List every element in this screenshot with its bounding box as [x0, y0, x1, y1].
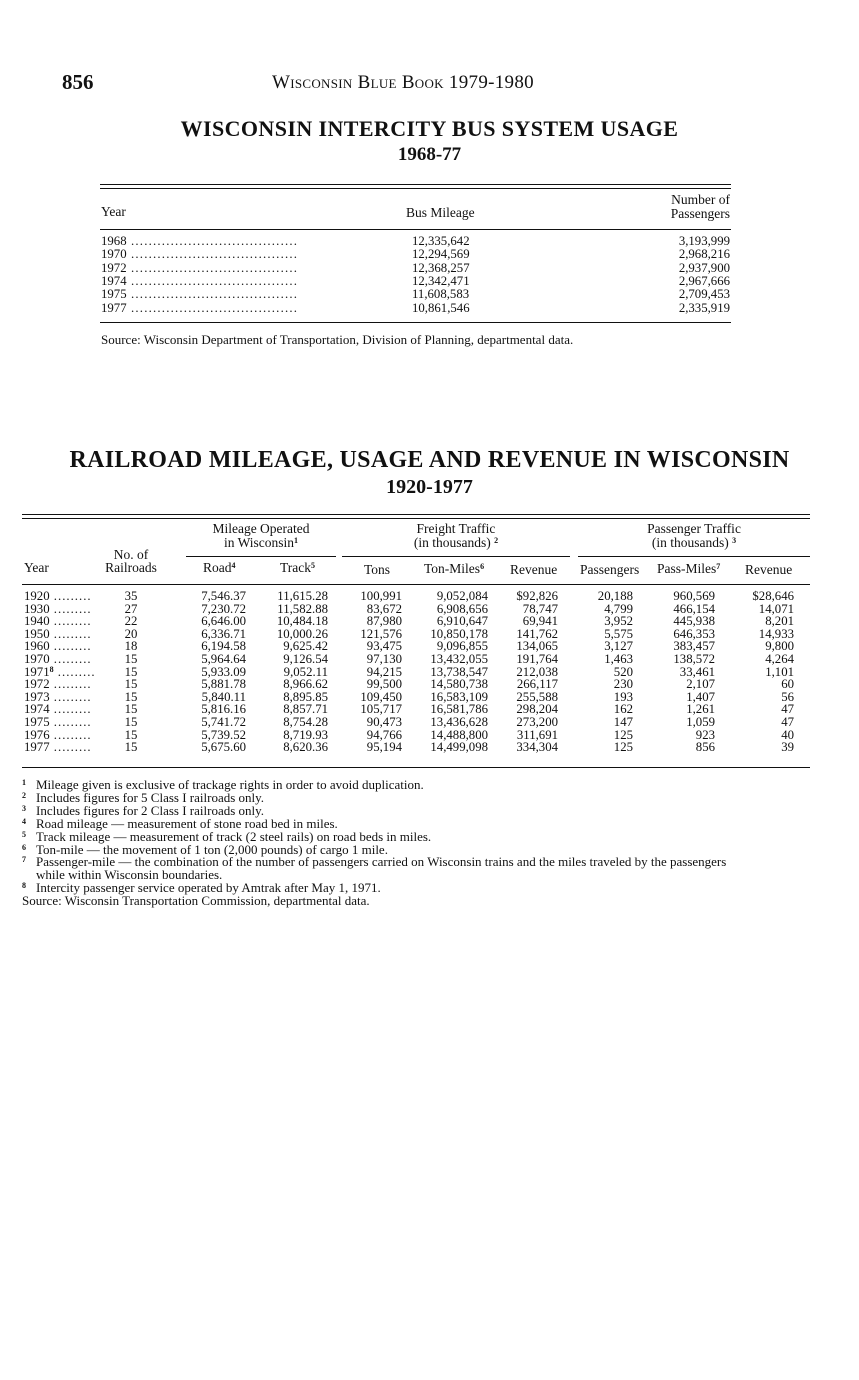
footnote-text: Ton-mile — the movement of 1 ton (2,000 pounds) of cargo 1 mile.: [36, 841, 388, 857]
footnote-text: Includes figures for 2 Class I railroads only.: [36, 802, 265, 818]
rail-row-passmiles: 445,938: [673, 614, 715, 629]
rail-row-passmiles: 1,407: [686, 689, 715, 704]
footnote-text: Passenger-mile — the combination of the number of passengers carried on Wisconsin trains and the miles traveled by the passengers: [36, 854, 727, 870]
rail-row-track: 11,615.28: [277, 589, 328, 603]
footnote-text: Intercity passenger service operated by Amtrak after May 1, 1971.: [36, 880, 381, 896]
rail-table-title: RAILROAD MILEAGE, USAGE AND REVENUE IN WISCONSIN: [69, 447, 790, 473]
rail-row-tons: 95,194: [366, 740, 402, 755]
rail-row-road: 5,741.72: [201, 715, 246, 729]
col-header-passenger-revenue: Revenue: [745, 562, 793, 577]
bus-row-passengers: 2,967,666: [678, 273, 730, 288]
rail-row-track: 9,052.11: [283, 664, 328, 679]
rail-row-passengers: 5,575: [604, 626, 633, 641]
bus-source-note: Source: Wisconsin Department of Transportation, Division of Planning, departmental data.: [101, 332, 574, 347]
rail-row-year-text: 1973: [24, 689, 50, 704]
rail-row-year: [24, 703, 92, 715]
bus-header-passengers-2: Passengers: [670, 206, 730, 221]
bus-header-mileage: Bus Mileage: [406, 205, 475, 220]
rail-row-tonmiles: 9,052,084: [436, 589, 488, 603]
rail-row-year: [24, 615, 92, 627]
group-header-passenger-2: (in thousands) $^3$: [651, 535, 737, 550]
bus-row-mileage: 12,335,642: [412, 234, 470, 248]
bus-row-passengers: 2,709,453: [678, 287, 730, 302]
rail-row-track: 11,582.88: [277, 601, 328, 616]
rail-row-passengers: 147: [613, 715, 633, 729]
rail-row-passenger-revenue: $28,646: [752, 589, 794, 603]
rail-row-tons: 93,475: [366, 639, 402, 654]
footnote-number: 7: [22, 855, 26, 865]
bus-row-year: 1968: [101, 234, 127, 248]
bus-row-year: 1974: [101, 273, 127, 288]
rail-row-railroads: 15: [124, 715, 138, 729]
bus-bottom-rule: [100, 322, 731, 323]
rail-row-road: 5,675.60: [201, 740, 246, 755]
group-header-mileage-2: in Wisconsin$^1$: [223, 535, 299, 550]
rail-row-tonmiles: 10,850,178: [430, 626, 488, 641]
rail-row-passengers: 125: [613, 727, 633, 742]
rail-row-passmiles: 923: [695, 727, 715, 742]
bus-header-rule: [100, 229, 731, 230]
rail-row-track: 8,754.28: [283, 715, 328, 729]
rail-row-freight-revenue: 212,038: [516, 664, 558, 679]
rail-row-road: 5,964.64: [201, 652, 246, 666]
rail-row-year-text: 1976: [24, 727, 50, 742]
group-rule-freight: [342, 556, 570, 557]
rail-row-road: 6,336.71: [201, 626, 246, 641]
rail-row-year-text: 1977: [24, 740, 50, 755]
rail-row-track: 8,719.93: [283, 727, 328, 742]
group-header-mileage: Mileage Operated: [212, 521, 310, 536]
rail-row-passenger-revenue: 8,201: [765, 614, 794, 629]
rail-row-road: 5,840.11: [201, 689, 246, 704]
rail-row-railroads: 15: [124, 677, 138, 692]
bus-table-title: WISCONSIN INTERCITY BUS SYSTEM USAGE: [180, 116, 679, 141]
rail-row-road: 7,546.37: [201, 589, 246, 603]
rail-row-passenger-revenue: 47: [781, 715, 794, 729]
col-header-railroads-2: Railroads: [105, 560, 157, 575]
col-header-railroads-1: No. of: [113, 547, 149, 562]
rail-row-track: 8,966.62: [283, 677, 328, 692]
rail-row-passengers: 193: [613, 689, 633, 704]
bus-row-passengers: 3,193,999: [678, 234, 730, 248]
rail-row-passengers: 162: [613, 702, 633, 717]
col-header-road: Road$^4$: [203, 560, 236, 575]
rail-row-railroads: 15: [124, 727, 138, 742]
rail-bottom-rule: [22, 767, 810, 768]
footnote-text: while within Wisconsin boundaries.: [36, 867, 223, 883]
rail-row-freight-revenue: 191,764: [516, 652, 558, 666]
rail-row-railroads: 15: [124, 664, 138, 679]
footnote-text: Mileage given is exclusive of trackage rights in order to avoid duplication.: [36, 777, 424, 792]
rail-row-year-text: 1920: [24, 589, 50, 603]
rail-row-tons: 90,473: [366, 715, 402, 729]
rail-row-year-text: 1960: [24, 639, 50, 654]
bus-row-leader-dots: [131, 235, 336, 247]
rail-row-road: 6,646.00: [201, 614, 246, 629]
rail-row-year-text: 1972: [24, 677, 50, 692]
rail-row-passenger-revenue: 60: [781, 677, 794, 692]
rail-row-tons: 121,576: [360, 626, 402, 641]
col-header-tonmiles: Ton-Miles$^6$: [424, 561, 485, 576]
bus-row-year: 1977: [101, 300, 127, 315]
rail-row-year-text: 1930: [24, 601, 50, 616]
rail-row-passenger-revenue: 39: [781, 740, 794, 755]
bus-row-leader-dots: [131, 302, 336, 314]
rail-row-railroads: 22: [124, 614, 138, 629]
rail-row-year-text: 1970: [24, 652, 50, 666]
rail-row-tons: 87,980: [366, 614, 402, 629]
bus-header-year: Year: [101, 204, 126, 219]
rail-row-tonmiles: 13,436,628: [430, 715, 488, 729]
col-header-tons: Tons: [364, 562, 391, 577]
rail-row-tons: 94,766: [366, 727, 402, 742]
bus-header-passengers-1: Number of: [671, 192, 730, 207]
col-header-year: Year: [24, 560, 49, 575]
bus-top-rule: [100, 184, 731, 185]
footnote-text: Road mileage — measurement of stone road bed in miles.: [36, 815, 338, 831]
rail-row-freight-revenue: 273,200: [516, 715, 558, 729]
rail-row-passengers: 3,127: [604, 639, 633, 654]
footnote-number: 6: [22, 842, 26, 852]
rail-row-tons: 105,717: [360, 702, 402, 717]
col-header-freight-revenue: Revenue: [510, 562, 558, 577]
rail-row-tonmiles: 6,910,647: [436, 614, 488, 629]
rail-row-tonmiles: 13,738,547: [430, 664, 488, 679]
rail-row-passmiles: 646,353: [673, 626, 715, 641]
rail-row-railroads: 15: [124, 740, 138, 755]
rail-row-year-text: 1974: [24, 702, 50, 717]
rail-row-passengers: 3,952: [604, 614, 633, 629]
rail-row-freight-revenue: 255,588: [516, 689, 558, 704]
rail-row-passengers: 1,463: [604, 652, 633, 666]
rail-row-railroads: 18: [124, 639, 138, 654]
rail-row-passengers: 4,799: [604, 601, 633, 616]
rail-row-passmiles: 383,457: [673, 639, 715, 654]
bus-row-passengers: 2,937,900: [678, 260, 730, 275]
col-header-passengers: Passengers: [580, 562, 640, 577]
rail-row-year: [24, 628, 92, 640]
rail-row-freight-revenue: 311,691: [516, 727, 558, 742]
rail-table-subtitle: 1920-1977: [386, 476, 473, 498]
leader-dots: [50, 740, 92, 754]
rail-row-year-text: 1940: [24, 614, 50, 629]
rail-row-railroads: 15: [124, 652, 138, 666]
rail-row-freight-revenue: $92,826: [516, 589, 558, 603]
rail-row-tonmiles: 14,488,800: [430, 727, 488, 742]
bus-row-leader-dots: [131, 275, 336, 287]
footnote-number: 4: [22, 816, 26, 826]
bus-row-mileage: 11,608,583: [412, 287, 470, 302]
rail-row-railroads: 15: [124, 689, 138, 704]
rail-source-note: Source: Wisconsin Transportation Commission, departmental data.: [22, 893, 370, 908]
col-header-track: Track$^5$: [280, 560, 316, 575]
page-number: 856: [62, 70, 94, 94]
rail-row-freight-revenue: 334,304: [516, 740, 558, 755]
rail-row-freight-revenue: 134,065: [516, 639, 558, 654]
footnote-number: 2: [22, 790, 26, 800]
group-rule-passenger: [578, 556, 810, 557]
group-header-passenger: Passenger Traffic: [647, 521, 741, 536]
rail-row-track: 10,000.26: [276, 626, 328, 641]
rail-row-passmiles: 33,461: [679, 664, 715, 679]
rail-row-passenger-revenue: 56: [781, 689, 794, 704]
rail-row-road: 6,194.58: [201, 639, 246, 654]
group-header-freight-2: (in thousands) $^2$: [413, 535, 499, 550]
rail-row-tonmiles: 16,581,786: [430, 702, 488, 717]
rail-row-freight-revenue: 266,117: [516, 677, 558, 692]
rail-row-road: 7,230.72: [201, 601, 246, 616]
rail-row-track: 8,620.36: [283, 740, 328, 755]
footnote-text: Track mileage — measurement of track (2 steel rails) on road beds in miles.: [36, 828, 432, 844]
rail-row-year: [24, 666, 96, 678]
rail-row-freight-revenue: 69,941: [522, 614, 558, 629]
bus-table-subtitle: 1968-77: [397, 144, 462, 165]
rail-row-passengers: 230: [613, 677, 633, 692]
rail-row-track: 8,857.71: [283, 702, 328, 717]
rail-row-tonmiles: 14,580,738: [430, 677, 488, 692]
rail-row-passenger-revenue: 4,264: [765, 652, 794, 666]
bus-row-leader-dots: [131, 248, 336, 260]
rail-row-passmiles: 856: [695, 740, 715, 755]
bus-row-year: 1972: [101, 260, 127, 275]
rail-row-tonmiles: 9,096,855: [436, 639, 488, 654]
rail-row-tons: 100,991: [360, 589, 402, 603]
rail-row-track: 9,625.42: [283, 639, 328, 654]
rail-row-passmiles: 960,569: [673, 589, 715, 603]
rail-row-freight-revenue: 78,747: [522, 601, 558, 616]
rail-row-passmiles: 1,059: [686, 715, 715, 729]
rail-row-passmiles: 466,154: [673, 601, 715, 616]
rail-row-tons: 94,215: [366, 664, 402, 679]
bus-row-mileage: 10,861,546: [412, 300, 470, 315]
rail-row-track: 10,484.18: [276, 614, 328, 629]
rail-row-tonmiles: 14,499,098: [430, 740, 488, 755]
rail-row-tonmiles: 16,583,109: [430, 689, 488, 704]
rail-row-railroads: 20: [124, 626, 138, 641]
bus-row-leader-dots: [131, 262, 336, 274]
bus-row-mileage: 12,294,569: [412, 247, 470, 262]
running-head: Wisconsin Blue Book 1979-1980: [272, 72, 534, 93]
rail-row-year-text: 1975: [24, 715, 50, 729]
bus-row-mileage: 12,342,471: [412, 273, 470, 288]
bus-row-leader-dots: [131, 288, 336, 300]
rail-row-road: 5,739.52: [201, 727, 246, 742]
rail-row-track: 8,895.85: [283, 689, 328, 704]
footnote-number: 1: [22, 778, 26, 787]
bus-row-passengers: 2,335,919: [678, 300, 730, 315]
rail-row-year: [24, 691, 92, 703]
bus-row-passengers: 2,968,216: [678, 247, 730, 262]
rail-row-passmiles: 2,107: [686, 677, 715, 692]
rail-row-road: 5,933.09: [201, 664, 246, 679]
footnote-number: 8: [22, 881, 26, 891]
rail-row-passenger-revenue: 40: [781, 727, 794, 742]
rail-row-year: [24, 678, 92, 690]
rail-row-passmiles: 138,572: [673, 652, 715, 666]
rail-row-tons: 109,450: [360, 689, 402, 704]
rail-row-tons: 99,500: [366, 677, 402, 692]
rail-row-year: [24, 590, 92, 602]
rail-row-tonmiles: 13,432,055: [430, 652, 488, 666]
rail-top-rule: [22, 514, 810, 515]
rail-row-year: [24, 653, 92, 665]
bus-top-rule-2: [100, 188, 731, 189]
rail-top-rule-2: [22, 518, 810, 519]
rail-row-passmiles: 1,261: [686, 702, 715, 717]
footnote-number: 3: [22, 803, 26, 813]
bus-row-year: 1970: [101, 247, 127, 262]
rail-row-freight-revenue: 141,762: [516, 626, 558, 641]
rail-row-tons: 97,130: [366, 652, 402, 666]
rail-header-rule: [22, 584, 810, 585]
rail-row-passengers: 20,188: [597, 589, 633, 603]
rail-row-passenger-revenue: 47: [781, 702, 794, 717]
bus-row-year: 1975: [101, 287, 127, 302]
rail-row-passengers: 520: [613, 664, 633, 679]
rail-row-railroads: 15: [124, 702, 138, 717]
rail-row-passengers: 125: [613, 740, 633, 755]
footnote-marker: 8: [49, 664, 54, 674]
rail-row-road: 5,881.78: [201, 677, 246, 692]
rail-row-year-text: 1971: [24, 664, 50, 679]
rail-row-track: 9,126.54: [283, 652, 328, 666]
rail-row-freight-revenue: 298,204: [516, 702, 558, 717]
bus-row-mileage: 12,368,257: [412, 260, 470, 275]
rail-row-year: [24, 729, 92, 741]
footnote-text: Includes figures for 5 Class I railroads only.: [36, 789, 265, 805]
col-header-passmiles: Pass-Miles$^7$: [657, 561, 721, 576]
footnote-number: 5: [22, 829, 26, 839]
rail-row-tonmiles: 6,908,656: [436, 601, 488, 616]
rail-row-year: [24, 640, 92, 652]
rail-row-year: [24, 716, 92, 728]
rail-row-passenger-revenue: 1,101: [765, 664, 794, 679]
rail-row-year-text: 1950: [24, 626, 50, 641]
rail-row-year: [24, 603, 92, 615]
rail-row-passenger-revenue: 14,071: [758, 601, 794, 616]
rail-row-tons: 83,672: [366, 601, 402, 616]
rail-row-year: [24, 741, 92, 753]
group-header-freight: Freight Traffic: [416, 521, 496, 536]
rail-row-railroads: 27: [124, 601, 138, 616]
rail-row-railroads: 35: [124, 589, 138, 603]
rail-row-passenger-revenue: 9,800: [765, 639, 794, 654]
group-rule-mileage: [186, 556, 336, 557]
rail-row-road: 5,816.16: [201, 702, 246, 717]
rail-row-passenger-revenue: 14,933: [758, 626, 794, 641]
